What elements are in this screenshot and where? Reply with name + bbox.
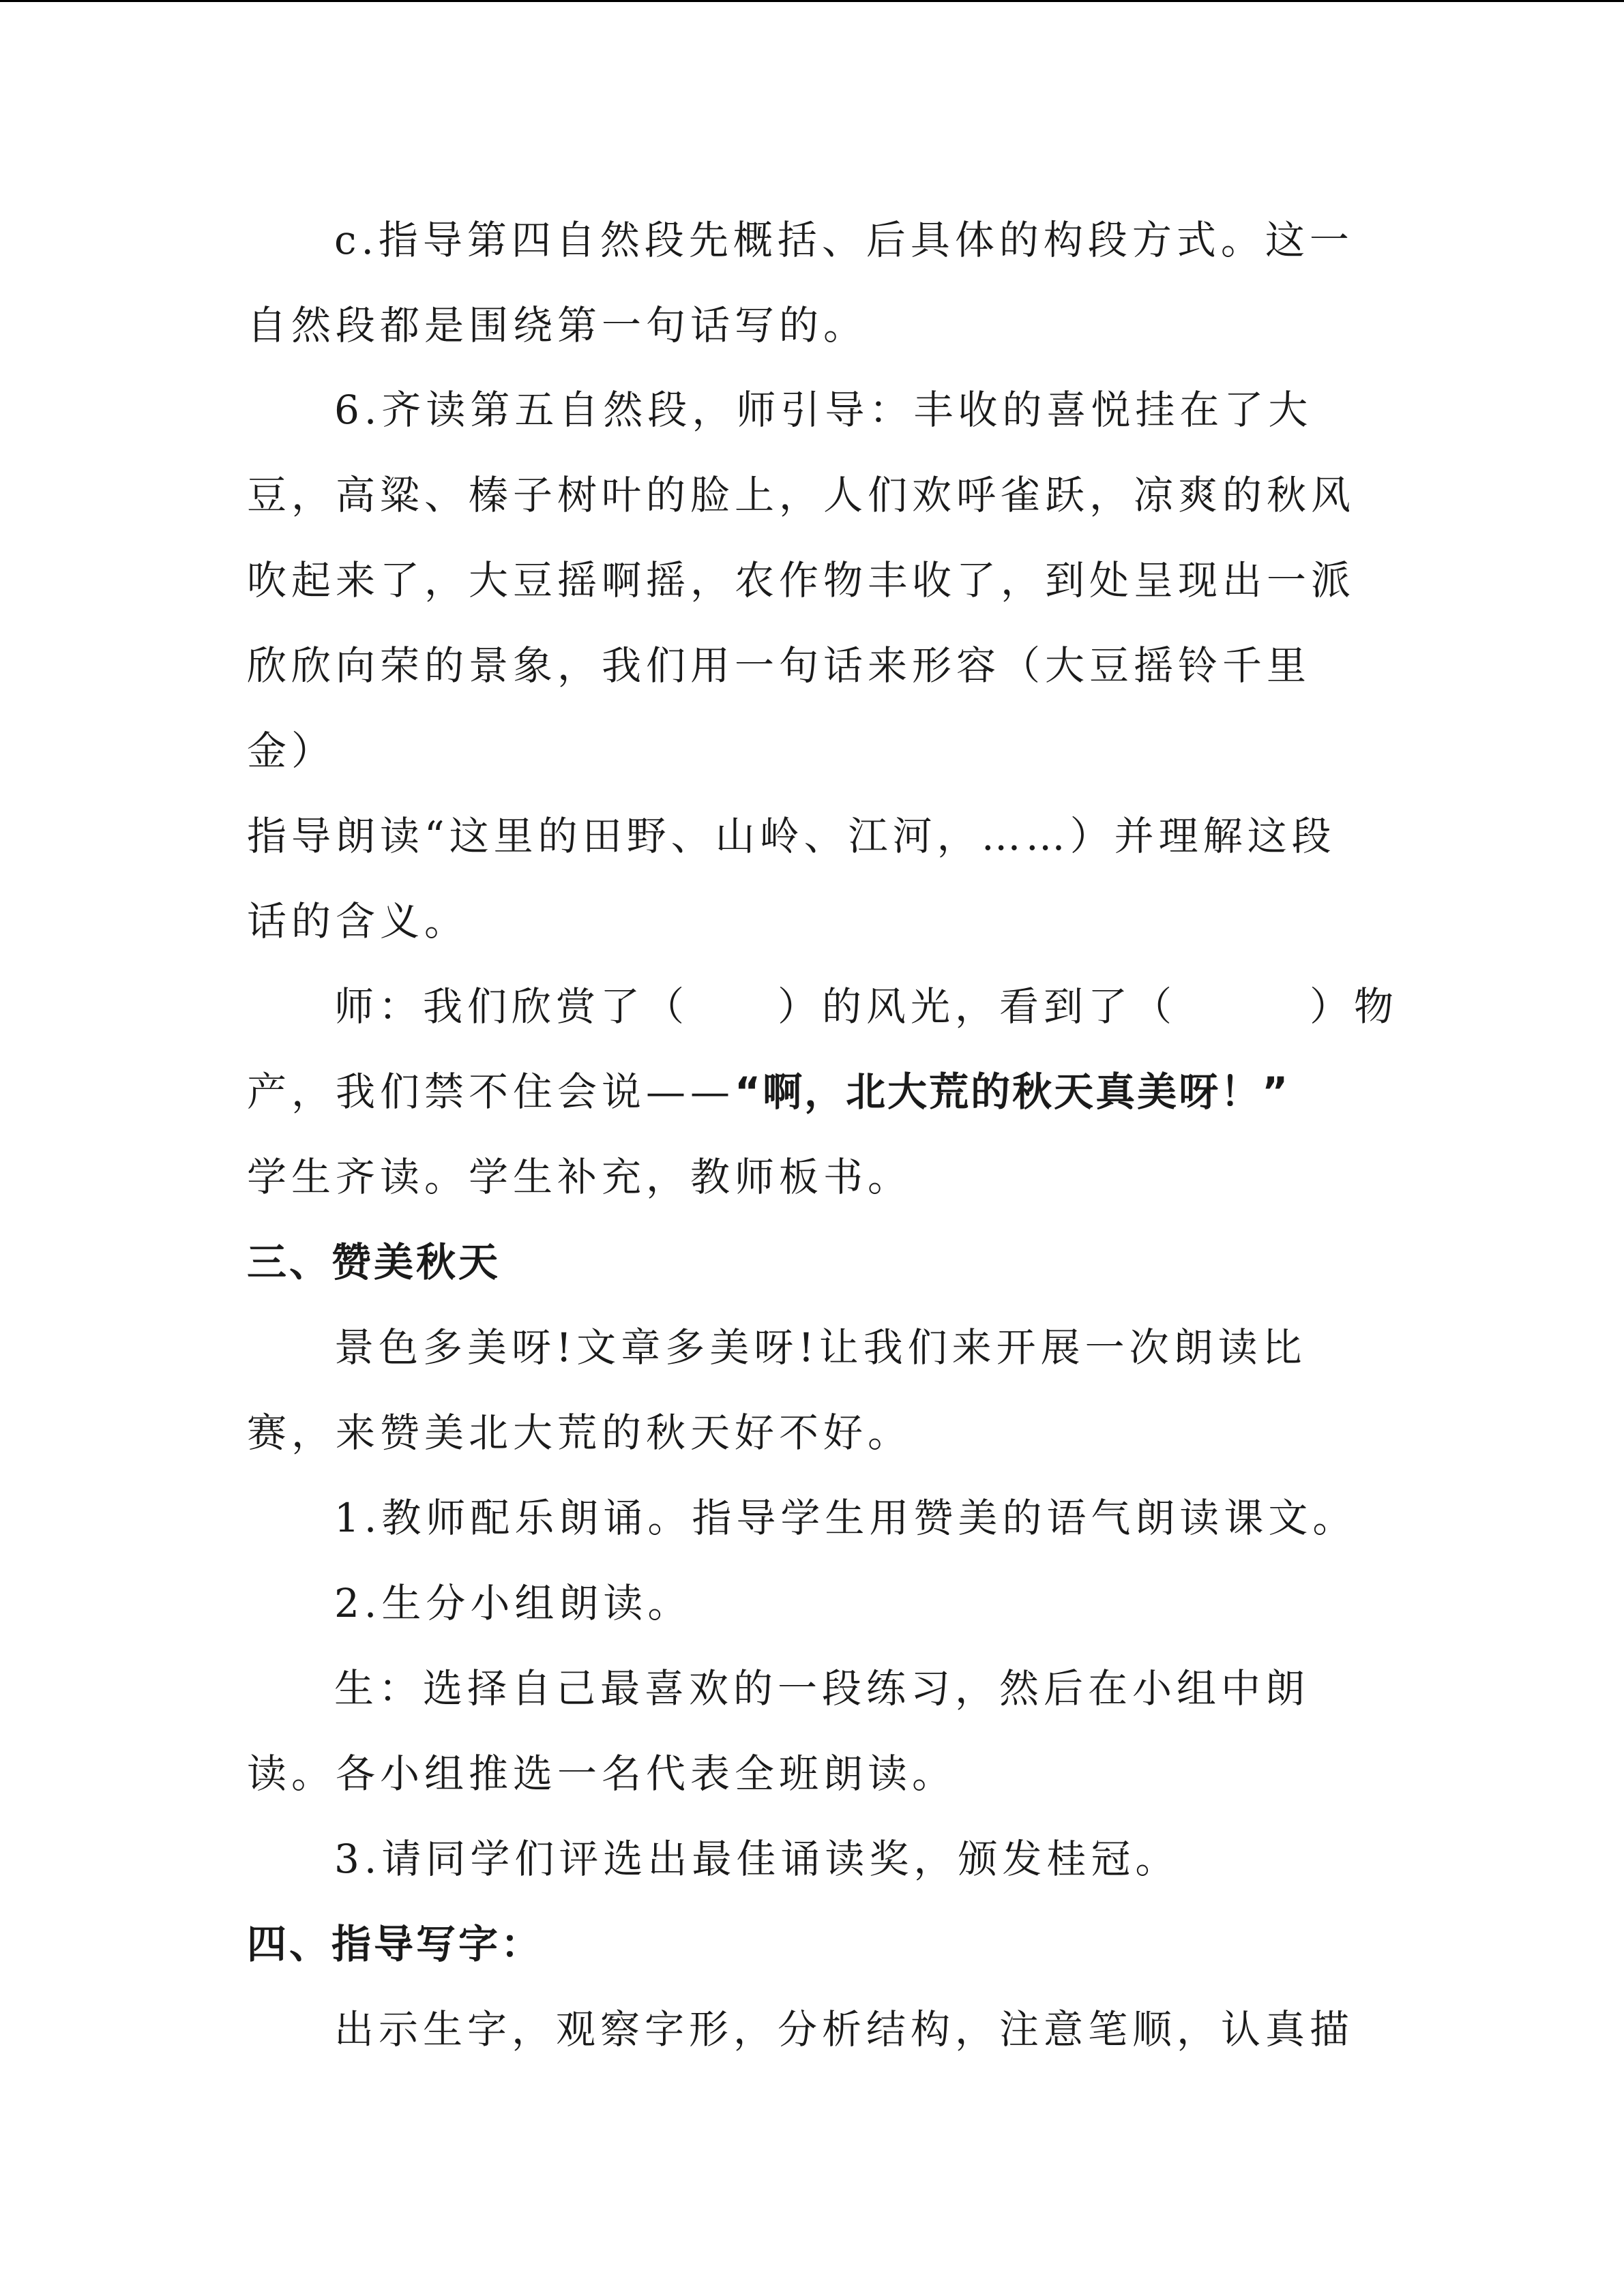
paragraph-line: c.指导第四自然段先概括、后具体的构段方式。这一	[334, 217, 1354, 263]
paragraph-line: 3.请同学们评选出最佳诵读奖，颁发桂冠。	[334, 1836, 1180, 1882]
paragraph-line: 话的含义。	[247, 898, 469, 944]
paragraph-line: 吹起来了，大豆摇啊摇，农作物丰收了，到处呈现出一派	[247, 557, 1356, 603]
paragraph-line: 景色多美呀!文章多美呀!让我们来开展一次朗读比	[334, 1324, 1307, 1371]
paragraph-line: 欣欣向荣的景象，我们用一句话来形容（大豆摇铃千里	[247, 642, 1312, 689]
paragraph-line: 豆，高粱、榛子树叶的脸上，人们欢呼雀跃，凉爽的秋风	[247, 472, 1356, 518]
paragraph-line: 赛，来赞美北大荒的秋天好不好。	[247, 1410, 913, 1456]
paragraph-line: 读。各小组推选一名代表全班朗读。	[247, 1750, 957, 1797]
paragraph-line: 出示生字，观察字形，分析结构，注意笔顺，认真描	[334, 2006, 1355, 2053]
paragraph-line: 指导朗读“这里的田野、山岭、江河，……）并理解这段	[247, 813, 1336, 859]
paragraph-line	[247, 1067, 1290, 1116]
paragraph-line: 金）	[247, 728, 336, 774]
section-heading: 四、指导写字：	[247, 1921, 544, 1967]
paragraph-line: 师：我们欣赏了（ ）的风光，看到了（ ）物	[334, 983, 1399, 1030]
line-text: 产，我们禁不住会说——	[247, 1069, 735, 1115]
paragraph-line: 自然段都是围绕第一句话写的。	[247, 302, 868, 348]
section-heading: 三、赞美秋天	[247, 1239, 501, 1285]
paragraph-line: 1.教师配乐朗诵。指导学生用赞美的语气朗读课文。	[334, 1495, 1357, 1541]
paragraph-line: 2.生分小组朗读。	[334, 1580, 692, 1626]
paragraph-line: 生：选择自己最喜欢的一段练习，然后在小组中朗	[334, 1665, 1310, 1712]
paragraph-line: 6.齐读第五自然段，师引导：丰收的喜悦挂在了大	[334, 387, 1313, 433]
paragraph-line: 学生齐读。学生补充，教师板书。	[247, 1154, 913, 1200]
bold-quote: “啊，北大荒的秋天真美呀！”	[735, 1069, 1290, 1115]
